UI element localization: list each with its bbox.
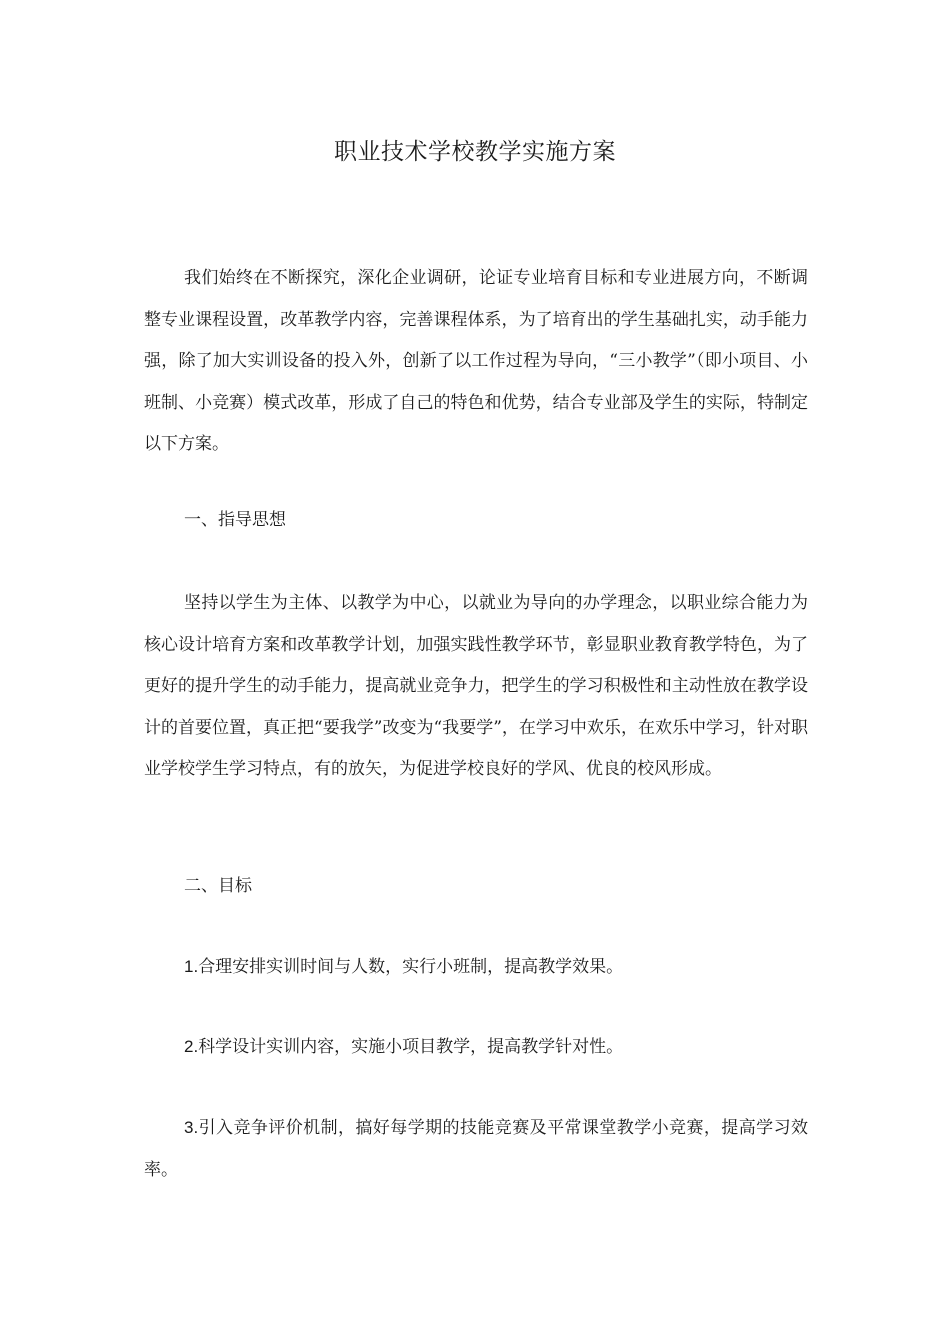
goal-item-2-number: 2. <box>184 1037 199 1056</box>
goal-item-2-text: 科学设计实训内容，实施小项目教学，提高教学针对性。 <box>198 1037 624 1057</box>
document-title: 职业技术学校教学实施方案 <box>334 139 616 165</box>
goal-item-3 <box>144 1107 808 1191</box>
guiding-ideology-paragraph: 坚持以学生为主体、以教学为中心，以就业为导向的办学理念，以职业综合能力为核心设计培育方案和改革教学计划，加强实践性教学环节，彰显职业教育教学特色，为了更好的提升学生的动手能力，提高就业竞争力，把学生的学习积极性和主动性放在教学设计的首要位置，真正把“要我学”改变为“我要学”，在学习中欢乐，在欢乐中学习，针对职业学校学生学习特点，有的放矢，为促进学校良好的学风、优良的校风形成。 <box>144 593 808 779</box>
goal-item-1-number: 1. <box>184 957 199 976</box>
goal-item-3-number: 3. <box>184 1118 199 1137</box>
goal-item-2 <box>144 1026 808 1069</box>
section-heading-goals: 二、目标 <box>184 876 252 896</box>
goal-item-1-text: 合理安排实训时间与人数，实行小班制，提高教学效果。 <box>198 957 624 977</box>
goal-item-1 <box>144 946 808 989</box>
intro-paragraph: 我们始终在不断探究，深化企业调研，论证专业培育目标和专业进展方向，不断调整专业课程设置，改革教学内容，完善课程体系，为了培育出的学生基础扎实，动手能力强，除了加大实训设备的投入外，创新了以工作过程为导向，“三小教学”（即小项目、小班制、小竞赛）模式改革，形成了自己的特色和优势，结合专业部及学生的实际，特制定以下方案。 <box>144 268 808 454</box>
goal-item-3-text: 引入竞争评价机制，搞好每学期的技能竞赛及平常课堂教学小竞赛，提高学习效率。 <box>144 1118 808 1180</box>
section-heading-guiding-ideology: 一、指导思想 <box>184 510 286 530</box>
